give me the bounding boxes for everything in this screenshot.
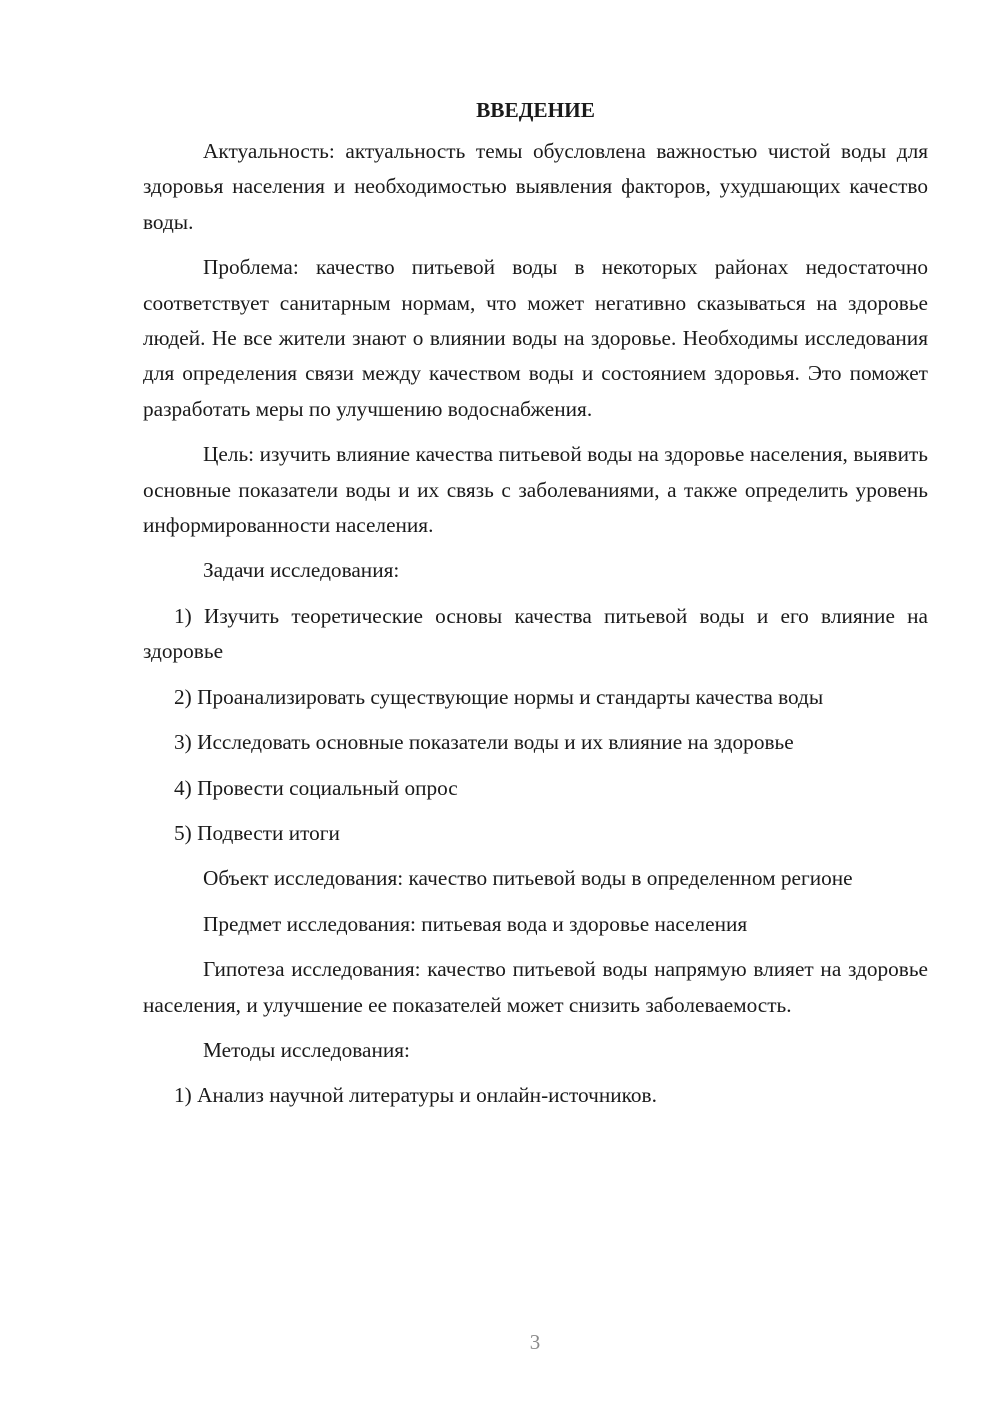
methods-heading: Методы исследования:: [203, 1037, 410, 1062]
paragraph-relevance: Актуальность: актуальность темы обусловлена важностью чистой воды для здоровья населения и необходимостью выявления факторов, ухудшающих качество воды.: [143, 139, 928, 234]
task-item-4: 4) Провести социальный опрос: [174, 775, 458, 800]
document-page: [143, 92, 928, 1124]
task-item-5: 5) Подвести итоги: [174, 820, 340, 845]
task-item-1: 1) Изучить теоретические основы качества питьевой воды и его влияние на здоровье: [143, 603, 928, 664]
tasks-heading: Задачи исследования:: [203, 558, 400, 583]
method-item-1: 1) Анализ научной литературы и онлайн-источников.: [174, 1083, 657, 1108]
paragraph-subject: Предмет исследования: питьевая вода и здоровье населения: [203, 911, 748, 936]
paragraph-goal: Цель: изучить влияние качества питьевой воды на здоровье населения, выявить основные показатели воды и их связь с заболеваниями, а также определить уровень информированности населения.: [143, 442, 928, 538]
document-title: ВВЕДЕНИЕ: [476, 98, 595, 122]
task-item-3: 3) Исследовать основные показатели воды и их влияние на здоровье: [174, 730, 794, 755]
paragraph-problem: Проблема: качество питьевой воды в некоторых районах недостаточно соответствует санитарным нормам, что может негативно сказываться на здоровье людей. Не все жители знают о влиянии воды на здоровье. Необходимы исследования для определения связи между качеством воды и состоянием здоровья. Это поможет разработать меры по улучшению водоснабжения.: [143, 255, 928, 421]
task-item-2: 2) Проанализировать существующие нормы и стандарты качества воды: [174, 684, 824, 709]
paragraph-hypothesis: Гипотеза исследования: качество питьевой воды напрямую влияет на здоровье населения, и улучшение ее показателей может снизить заболеваемость.: [143, 957, 928, 1017]
page-number: 3: [529, 1330, 541, 1354]
paragraph-object: Объект исследования: качество питьевой воды в определенном регионе: [203, 866, 853, 891]
